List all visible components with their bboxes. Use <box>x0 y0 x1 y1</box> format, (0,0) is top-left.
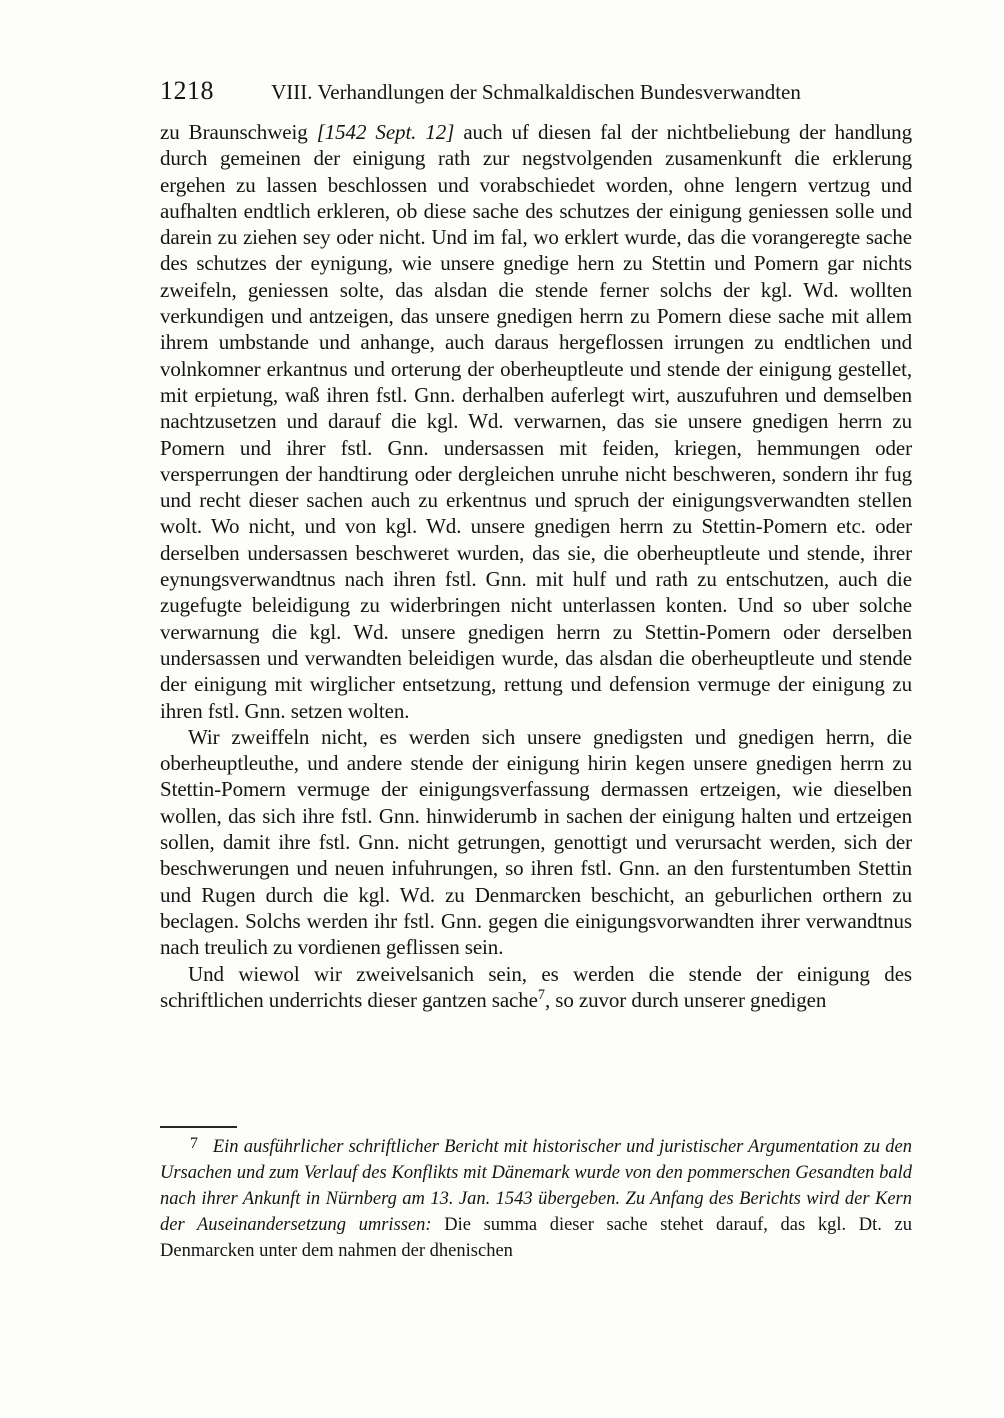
paragraph-1 <box>160 119 912 724</box>
footnote-number: 7 <box>190 1135 198 1152</box>
running-head-title: VIII. Verhandlungen der Schmalkaldischen Bundesverwandten <box>271 80 801 104</box>
paragraph-2: Wir zweiffeln nicht, es werden sich unsere gnedigsten und gnedigen herrn, die oberheuptleuthe, und andere stende der einigung hirin kegen unsere gnedigen herrn zu Stettin-Pomern vermuge der einigungsverfassung dermassen ertzeigen, wie dieselben wollen, das sich ihre fstl. Gnn. hinwiderumb in sachen der einigung halten und ertzeigen sollen, damit ihre fstl. Gnn. nicht getrungen, genottigt und verursacht werden, sich der beschwerungen und neuen infuhrungen, so ihren fstl. Gnn. an den furstentumben Stettin und Rugen durch die kgl. Wd. zu Denmarcken beschicht, an geburlichen orthern zu beclagen. Solchs werden ihr fstl. Gnn. gegen die einigungsvorwandten ihrer verwandtnus nach treulich zu vordienen geflissen sein. <box>160 724 912 960</box>
footnote-reference-mark: 7 <box>537 986 545 1003</box>
footnote-quoted-text: Die summa dieser sache stehet darauf, das kgl. Dt. zu Denmarcken unter dem nahmen der dhenischen <box>160 1215 912 1261</box>
page-number: 1218 <box>160 76 214 105</box>
footnote-editorial-text: Ein ausführlicher schriftlicher Bericht mit historischer und juristischer Argumentation zu den Ursachen und zum Verlauf des Konflikts mit Dänemark wurde von den pommerschen Gesandten bald nach ihrer Ankunft in Nürnberg am 13. Jan. 1543 übergeben. Zu Anfang des Berichts wird der Kern der Auseinandersetzung umrissen: <box>160 1137 912 1235</box>
body-text <box>160 119 912 1013</box>
footnote-separator-rule <box>160 1126 237 1128</box>
paragraph-3-rest: , so zuvor durch unserer gnedigen <box>544 987 827 1012</box>
paragraph-1-start: zu Braunschweig <box>160 120 317 144</box>
running-header <box>160 76 912 108</box>
footnote-7 <box>160 1134 912 1264</box>
paragraph-1-rest: auch uf diesen fal der nichtbeliebung der handlung durch gemeinen der einigung rath zur negstvolgenden zusamenkunft die erklerung ergehen zu lassen beschlossen und vorabschiedet worden, ohne lengern vertzug und aufhalten endtlich erkleren, ob diese sache des schutzes der einigung geniessen solle und darein zu ziehen sey oder nicht. Und im fal, wo erklert wurde, das die vorangeregte sache des schutzes der eynigung, wie unsere gnedige hern zu Stettin und Pomern gar nichts zweifeln, geniessen solte, das alsdan die stende ferner solchs der kgl. Wd. wollten verkundigen und antzeigen, das unsere gnedigen herrn zu Pomern diese sache mit allem ihrem umbstande und anhange, auch daraus hergeflossen irrungen zu endtlichen und volnkomner erkantnus und orterung der oberheuptleute und stende der einigung gestellet, mit erpietung, waß ihren fstl. Gnn. derhalben auferlegt wirt, auszufuhren und demselben nachtzusetzen und darauf die kgl. Wd. verwarnen, das sie unsere gnedigen herrn zu Pomern und ihrer fstl. Gnn. undersassen mit feiden, kriegen, hemmungen oder versperrungen der handtirung oder dergleichen unruhe nicht beschweren, sondern ihr fug und recht dieser sachen auch zu erkentnus und spruch der einigungsverwandten stellen wolt. Wo nicht, und von kgl. Wd. unsere gnedigen herrn zu Stettin-Pomern etc. oder derselben undersassen beschweret wurden, das sie, die oberheuptleute und stende, ihrer eynungsverwandtnus nach ihren fstl. Gnn. mit hulf und rath zu entschutzen, auch die zugefugte beleidigung zu widerbringen nicht unterlassen konten. Und so uber solche verwarnung die kgl. Wd. unsere gnedigen herrn zu Stettin-Pomern oder derselben undersassen und verwandten beleidigen wurde, das alsdan die oberheuptleute und stende der einigung mit wirglicher entsetzung, rettung und defension vermuge der einigung zu ihren fstl. Gnn. setzen wolten. <box>160 120 912 723</box>
paragraph-3 <box>160 961 912 1014</box>
date-annotation: [1542 Sept. 12] <box>316 120 455 144</box>
paragraph-3-start: Und wiewol wir zweivelsanich sein, es werden die stende der einigung des schriftlichen underrichts dieser gantzen sache <box>160 961 912 1012</box>
footnote-block <box>160 1126 912 1264</box>
